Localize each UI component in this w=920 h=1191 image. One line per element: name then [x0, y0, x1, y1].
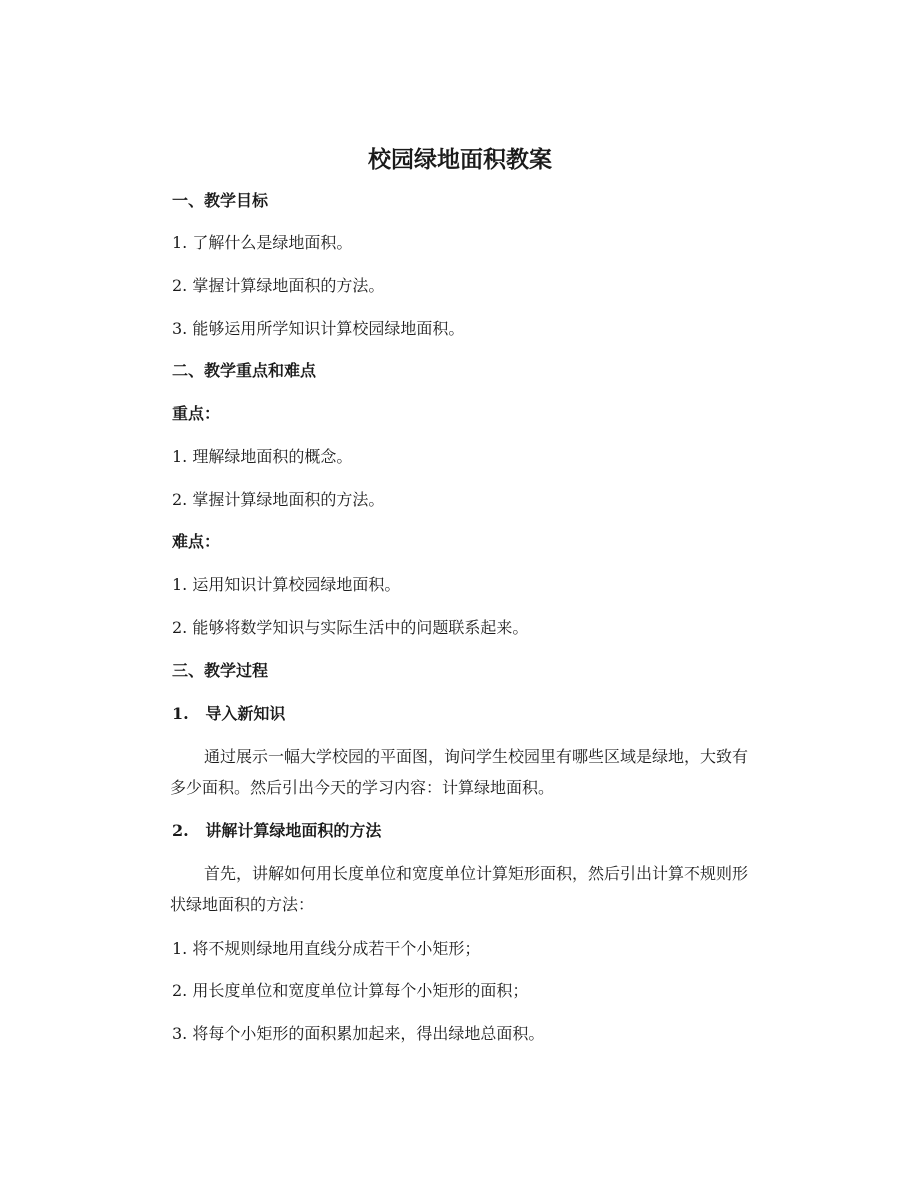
- objective-item: 2. 掌握计算绿地面积的方法。: [172, 276, 385, 295]
- step-heading-method: 2. 讲解计算绿地面积的方法: [172, 821, 382, 840]
- step-intro-paragraph: [172, 741, 792, 803]
- paragraph-line: 状绿地面积的方法：: [170, 895, 315, 914]
- objective-item: 3. 能够运用所学知识计算校园绿地面积。: [172, 319, 465, 338]
- difficult-points-label: 难点：: [172, 532, 221, 551]
- objective-item: 1. 了解什么是绿地面积。: [172, 233, 353, 252]
- key-point-item: 2. 掌握计算绿地面积的方法。: [172, 490, 385, 509]
- paragraph-line: 通过展示一幅大学校园的平面图，询问学生校园里有哪些区域是绿地，大致有: [204, 747, 749, 766]
- section-heading-process: 三、教学过程: [172, 661, 269, 680]
- paragraph-line: 多少面积。然后引出今天的学习内容：计算绿地面积。: [170, 778, 555, 797]
- paragraph-line: 首先，讲解如何用长度单位和宽度单位计算矩形面积，然后引出计算不规则形: [204, 864, 749, 883]
- key-point-item: 1. 理解绿地面积的概念。: [172, 447, 353, 466]
- step-heading-intro: 1. 导入新知识: [172, 704, 286, 723]
- difficult-point-item: 1. 运用知识计算校园绿地面积。: [172, 575, 401, 594]
- method-step-item: 3. 将每个小矩形的面积累加起来，得出绿地总面积。: [172, 1024, 545, 1043]
- section-heading-objectives: 一、教学目标: [172, 191, 269, 210]
- method-step-item: 2. 用长度单位和宽度单位计算每个小矩形的面积；: [172, 981, 529, 1000]
- method-step-item: 1. 将不规则绿地用直线分成若干个小矩形；: [172, 939, 481, 958]
- document-title: 校园绿地面积教案: [368, 146, 552, 173]
- difficult-point-item: 2. 能够将数学知识与实际生活中的问题联系起来。: [172, 618, 529, 637]
- key-points-label: 重点：: [172, 404, 221, 423]
- step-method-paragraph: [172, 858, 792, 920]
- section-heading-key-points: 二、教学重点和难点: [172, 361, 317, 380]
